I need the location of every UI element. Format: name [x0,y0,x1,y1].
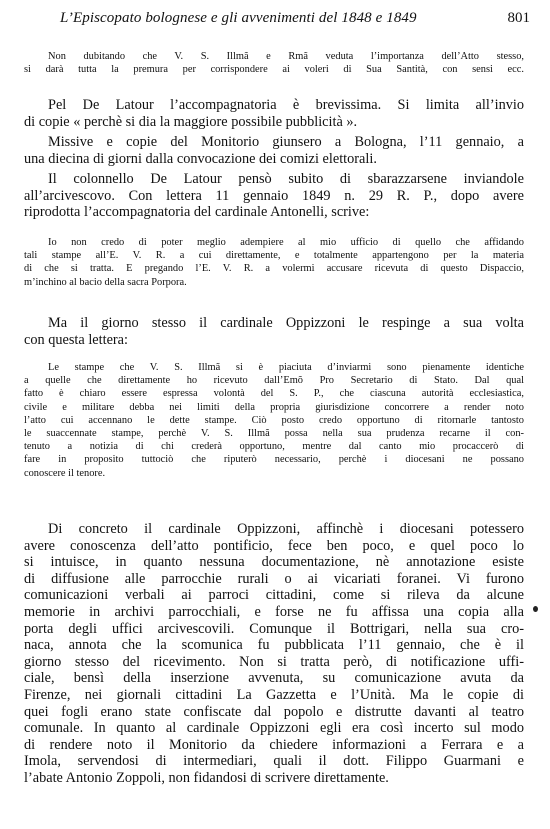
quote-block-1 [24,50,524,76]
text-line: tenuto a notizia di chi crederà opportuno, mentre dal canto mio procaccerò di [24,441,524,453]
text-line: di che si tratta. E pregando l’E. V. R. a volermi accusare ricevuta di questo Dispaccio, [24,263,524,275]
paragraph-2 [24,134,524,167]
paragraph-5 [24,521,524,787]
text-line: comunale. In quanto al cardinale Oppizzoni egli era così incerto sul modo [24,720,524,737]
text-line: riprodotta l’accompagnatoria del cardinale Antonelli, scrive: [24,204,370,221]
text-line: Non dubitando che V. S. Illmã e Rmã veduta l’importanza dell’Atto stesso, [48,51,524,62]
page-number: 801 [507,10,530,26]
text-line: ciale, bensì della inserzione avvenuta, su comunicazione avuta da [24,670,524,687]
text-line: civile e militare debba nei limiti della propria giurisdizione concorrere a render noto [24,401,524,413]
running-header [60,10,530,32]
text-line: a quelle che direttamente ho ricevuto dall’Emõ Pro Secretario di Stato. Dal qual [24,375,524,387]
text-line: all’arcivescovo. Con lettera 11 gennaio 1849 n. 29 R. P., dopo avere [24,187,524,204]
scan-mark [533,606,538,612]
running-title: L’Episcopato bolognese e gli avvenimenti del 1848 e 1849 [60,10,417,26]
text-line: quei fogli erano state confiscate dal popolo e distrutte davanti al teatro [24,703,524,720]
text-line: Io non credo di poter meglio adempiere al mio ufficio di quello che affidando [48,237,524,248]
text-line: fare in proposito tuttociò che riputerò necessario, perchè i diocesani ne possano [24,454,524,466]
text-line: fatto è chiaro essere espressa volontà del S. P., che ciascuna autorità ecclesiastica, [24,388,524,400]
text-line: porta degli uffici arcivescovili. Comunque il Bottrigari, nella sua cro- [24,620,524,637]
text-line: m’inchino al bacio della sacra Porpora. [24,276,187,288]
text-line: l’abate Antonio Zoppoli, non fidandosi di scrivere direttamente. [24,769,389,786]
text-line: Ma il giorno stesso il cardinale Oppizzoni le respinge a sua volta [48,315,524,331]
text-line: naca, annota che la scomunica fu pubblicata l’11 gennaio, che è il [24,637,524,654]
text-line: di copie « perchè si dia la maggiore possibile pubblicità ». [24,113,358,130]
text-line: Firenze, nei giornali cittadini La Gazzetta e l’Unità. Ma le copie di [24,686,524,703]
text-line: Imola, servendosi di intermediari, quali il dott. Filippo Guarmani e [24,753,524,770]
text-line: Di concreto il cardinale Oppizzoni, affinchè i diocesani potessero [48,521,524,537]
text-line: memorie in archivi parrocchiali, e forse ne fu affissa una copia alla [24,603,524,620]
quote-block-2 [24,236,524,289]
text-line: l’atto cui accennano le dette stampe. Ciò posto credo opportuno di ritornarle tantosto [24,414,524,426]
text-line: giorno stesso del ricevimento. Non si tratta però, di notificazione uffi- [24,653,524,670]
text-line: di diffusione alle parrocchie rurali o ai vicariati foranei. Vi furono [24,570,524,587]
text-line: le suaccennate stampe, perchè V. S. Illmã possa nella sua prudenza recarne il con- [24,428,524,440]
paragraph-1 [24,97,524,130]
text-line: una diecina di giorni dalla convocazione dei comizi elettorali. [24,150,377,167]
text-line: Pel De Latour l’accompagnatoria è brevissima. Si limita all’invio [48,97,524,113]
text-line: Missive e copie del Monitorio giunsero a Bologna, l’11 gennaio, a [48,134,524,150]
text-line: Il colonnello De Latour pensò subito di sbarazzarsene inviandole [48,171,524,187]
text-line: di rendere noto il Monitorio da chiedere informazioni a Ferrara e a [24,736,524,753]
text-line: Le stampe che V. S. Illmã si è piaciuta d’inviarmi sono pienamente identiche [48,362,524,373]
text-line: tali stampe all’E. V. R. a cui direttamente, e totalmente appartengono per la materia [24,250,524,262]
text-line: avere conoscenza dell’atto pontificio, fece ben poco, e quel poco lo [24,537,524,554]
text-line: comunicazioni verbali ai parroci cittadini, come si rileva da alcune [24,587,524,604]
text-line: conoscere il tenore. [24,467,106,479]
text-line: con questa lettera: [24,331,129,348]
text-line: si intuisce, in quanto nessuna documentazione, nè annotazione esiste [24,554,524,571]
quote-block-3 [24,361,524,480]
paragraph-4 [24,315,524,348]
text-line: si darà tutta la premura per corrispondere ai voleri di Sua Santità, con sensi ecc. [24,64,524,76]
paragraph-3 [24,171,524,221]
